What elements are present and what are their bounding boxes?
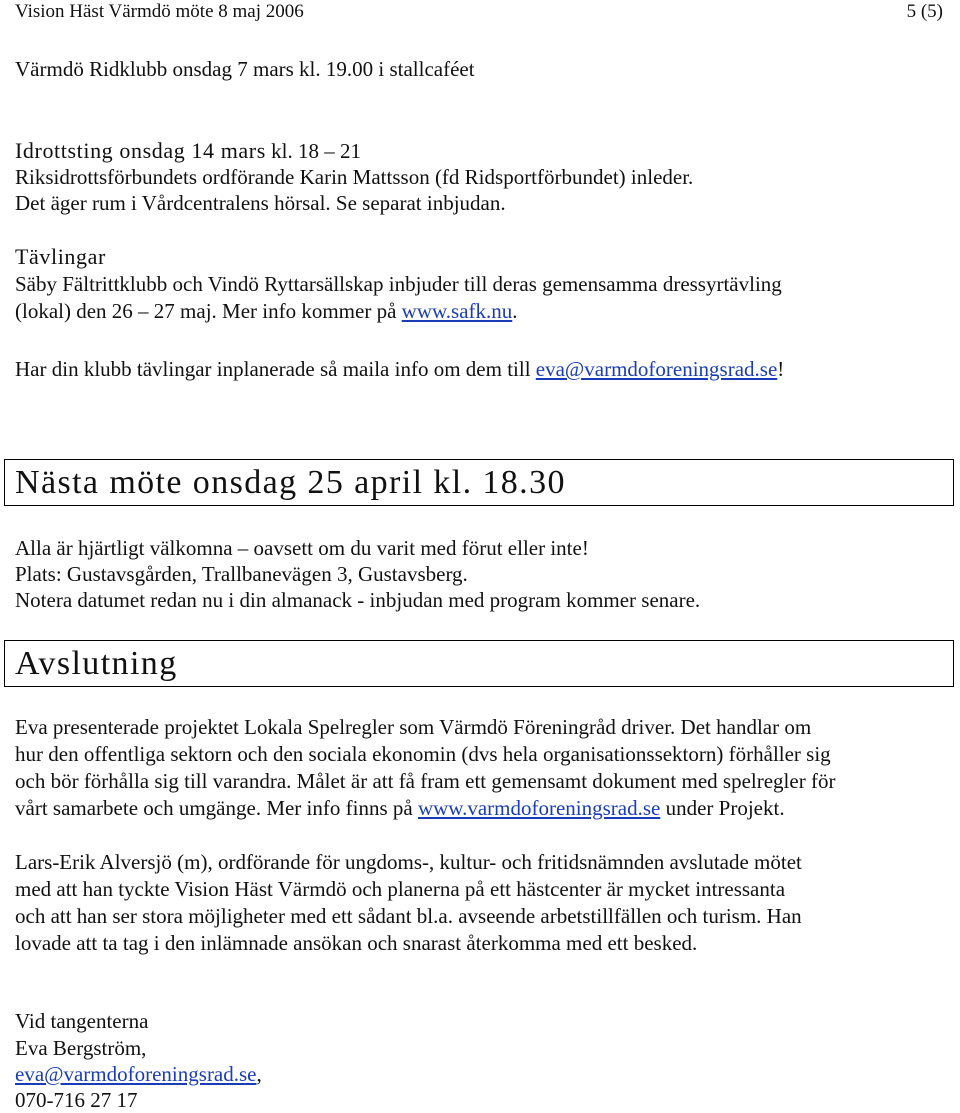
- signature-email-suffix: ,: [256, 1062, 262, 1086]
- tavlingar-line-1: Säby Fältrittklubb och Vindö Ryttarsällskap inbjuder till deras gemensamma dressyrtävling: [15, 272, 782, 296]
- tavlingar-line-2-suffix: .: [512, 299, 518, 323]
- email-link[interactable]: eva@varmdoforeningsrad.se: [535, 357, 778, 381]
- avslutning-p1-line-1: Eva presenterade projektet Lokala Spelregler som Värmdö Föreningråd driver. Det handlar om: [15, 715, 812, 739]
- tavlingar-heading: Tävlingar: [15, 244, 106, 269]
- nasta-mote-heading: Nästa möte onsdag 25 april kl. 18.30: [15, 464, 566, 501]
- header-title: Vision Häst Värmdö möte 8 maj 2006: [15, 1, 304, 22]
- idrottsting-time: kl. 18 – 21: [265, 139, 361, 163]
- idrottsting-heading: Idrottsting onsdag 14 mars: [15, 138, 266, 163]
- varmdoforeningsrad-link[interactable]: www.varmdoforeningsrad.se: [417, 796, 661, 820]
- signature-email-line: [15, 1061, 262, 1087]
- tavlingar-line-3: [15, 356, 784, 382]
- idrottsting-heading-line: [15, 138, 361, 164]
- idrottsting-line-2: Det äger rum i Vårdcentralens hörsal. Se separat inbjudan.: [15, 191, 506, 215]
- signature-line-1: Vid tangenterna: [15, 1009, 149, 1033]
- avslutning-p2-line-3: och att han ser stora möjligheter med ett sådant bl.a. avseende arbetstillfällen och turism. Han: [15, 904, 802, 928]
- tavlingar-line-2: [15, 298, 518, 324]
- avslutning-p1-line-3: och bör förhålla sig till varandra. Målet är att få fram ett gemensamt dokument med spelregler för: [15, 769, 836, 793]
- avslutning-heading: Avslutning: [15, 645, 178, 682]
- safk-link[interactable]: www.safk.nu: [401, 299, 513, 323]
- avslutning-p1-line-4-text: vårt samarbete och umgänge. Mer info finns på: [15, 796, 418, 820]
- signature-email-link[interactable]: eva@varmdoforeningsrad.se: [15, 1062, 257, 1086]
- signature-name: Eva Bergström,: [15, 1036, 147, 1060]
- nasta-mote-box: [4, 459, 954, 506]
- avslutning-p2-line-4: lovade att ta tag i den inlämnade ansökan och snarast återkomma med ett besked.: [15, 931, 698, 955]
- signature-phone: 070-716 27 17: [15, 1088, 138, 1112]
- nasta-mote-line-1: Alla är hjärtligt välkomna – oavsett om du varit med förut eller inte!: [15, 536, 589, 560]
- ridklubb-line: Värmdö Ridklubb onsdag 7 mars kl. 19.00 i stallcaféet: [15, 57, 475, 81]
- nasta-mote-line-2: Plats: Gustavsgården, Trallbanevägen 3, Gustavsberg.: [15, 562, 468, 586]
- avslutning-p2-line-1: Lars-Erik Alversjö (m), ordförande för ungdoms-, kultur- och fritidsnämnden avslutade mötet: [15, 850, 802, 874]
- avslutning-p2-line-2: med att han tyckte Vision Häst Värmdö och planerna på ett hästcenter är mycket intressanta: [15, 877, 786, 901]
- idrottsting-line-1: Riksidrottsförbundets ordförande Karin Mattsson (fd Ridsportförbundet) inleder.: [15, 165, 694, 189]
- page-number: 5 (5): [906, 1, 943, 22]
- avslutning-box: [4, 640, 954, 687]
- avslutning-p1-line-4: [15, 795, 785, 821]
- tavlingar-line-2-text: (lokal) den 26 – 27 maj. Mer info kommer på: [15, 299, 402, 323]
- nasta-mote-line-3: Notera datumet redan nu i din almanack - inbjudan med program kommer senare.: [15, 588, 701, 612]
- tavlingar-line-3-text: Har din klubb tävlingar inplanerade så maila info om dem till: [15, 357, 536, 381]
- avslutning-p1-line-2: hur den offentliga sektorn och den sociala ekonomin (dvs hela organisationssektorn) förhåller sig: [15, 742, 831, 766]
- tavlingar-line-3-suffix: !: [777, 357, 785, 381]
- avslutning-p1-line-4-suffix: under Projekt.: [660, 796, 785, 820]
